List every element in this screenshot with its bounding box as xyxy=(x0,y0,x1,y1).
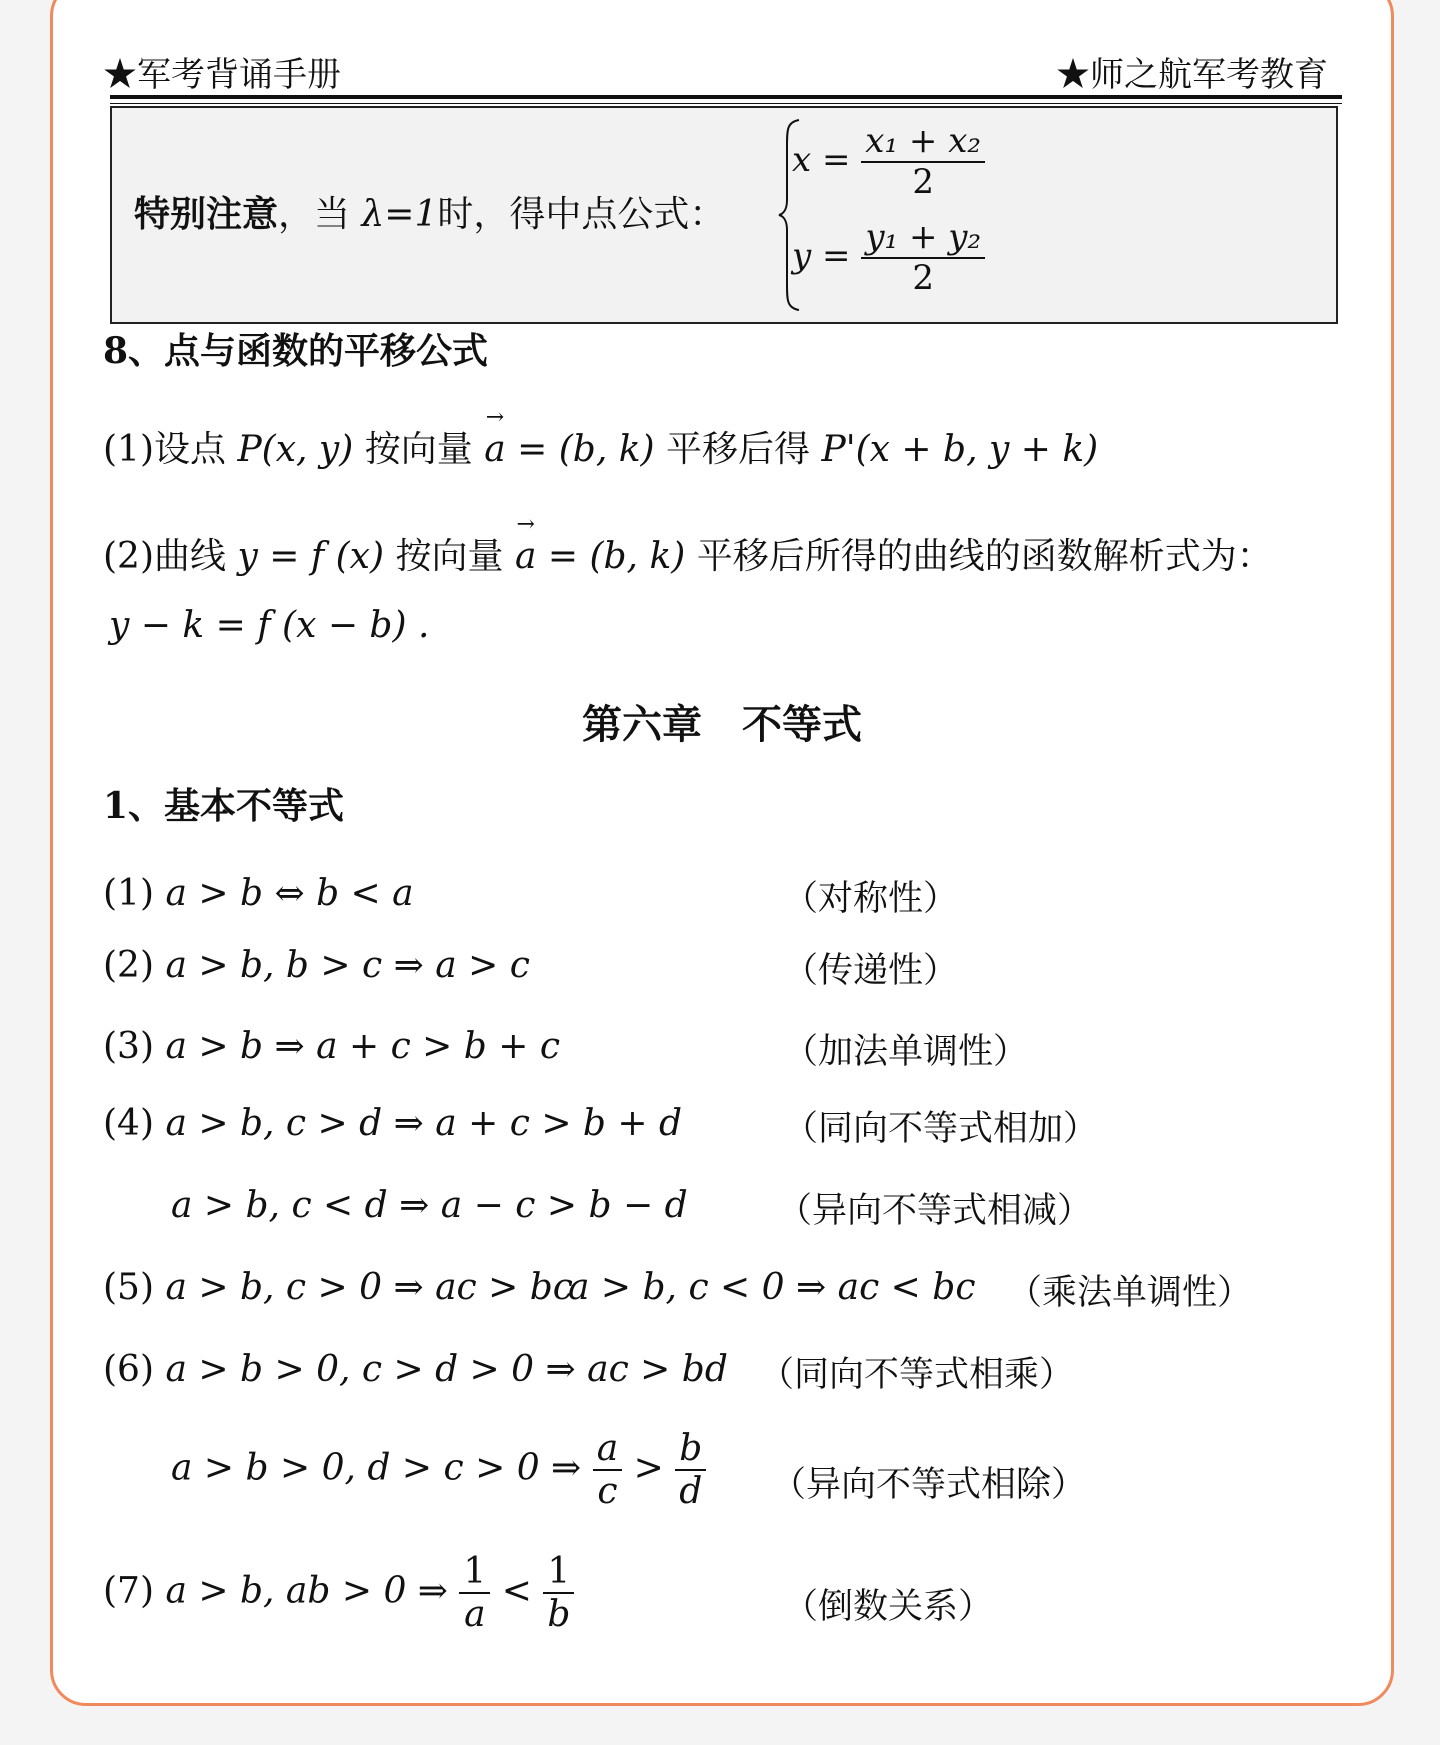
chapter-title: 第六章 不等式 xyxy=(582,701,862,748)
note-bold-prefix: 特别注意 xyxy=(134,193,279,235)
frac-num: a xyxy=(593,1428,622,1471)
row-label-6b: （异向不等式相除） xyxy=(771,1465,1087,1505)
row-formula: a > b > 0, c > d > 0 ⇒ ac > bd xyxy=(165,1349,728,1390)
row-formula: a > b > 0, d > c > 0 ⇒ xyxy=(171,1447,582,1489)
note-text xyxy=(134,186,725,237)
midpoint-x xyxy=(792,122,985,202)
item2-curve: y = f (x) xyxy=(237,536,385,577)
row-label-7: （倒数关系） xyxy=(783,1587,994,1627)
row-label-6: （同向不等式相乘） xyxy=(759,1355,1075,1395)
midpoint-y-den: 2 xyxy=(912,258,935,299)
item1-by-vector: 按向量 xyxy=(364,429,473,470)
frac-num: b xyxy=(675,1428,706,1471)
midpoint-y-num: y₁ + y₂ xyxy=(861,218,985,259)
header-rule-thin xyxy=(110,103,1342,104)
row-formula: a > b, c > d ⇒ a + c > b + d xyxy=(165,1103,683,1144)
header-right: ★师之航军考教育 xyxy=(1056,55,1328,95)
frac-den: b xyxy=(547,1594,571,1636)
frac-den: a xyxy=(464,1594,486,1636)
row-number: (5) xyxy=(103,1267,154,1308)
inequality-row-1 xyxy=(103,873,414,914)
header-left: ★军考背诵手册 xyxy=(103,55,341,95)
item1-point: P(x, y) xyxy=(237,429,354,470)
midpoint-x-frac xyxy=(861,122,985,202)
midpoint-y-frac xyxy=(861,218,985,298)
header-rule-thick xyxy=(110,95,1342,99)
row-formula-2: a > b, c < 0 ⇒ ac < bc xyxy=(568,1267,976,1308)
frac-den: d xyxy=(679,1471,703,1513)
note-text-1: ，当 xyxy=(278,194,351,235)
section8-item1 xyxy=(103,421,1098,472)
frac-b-over-d xyxy=(675,1428,706,1513)
inequality-row-2 xyxy=(103,945,530,986)
note-box xyxy=(110,106,1338,324)
row-number: (1) xyxy=(103,873,154,914)
row-formula: a > b, b > c ⇒ a > c xyxy=(165,945,530,986)
row-relation: > xyxy=(633,1447,664,1489)
item1-result-point: P'(x + b, y + k) xyxy=(821,429,1099,470)
frac-den: c xyxy=(597,1471,618,1513)
section8-item2 xyxy=(103,528,1273,579)
row-formula: a > b ⇔ b < a xyxy=(165,873,414,914)
item2-formula xyxy=(109,605,429,646)
note-lambda: λ=1 xyxy=(361,194,438,235)
midpoint-x-den: 2 xyxy=(912,162,934,203)
midpoint-y xyxy=(792,218,985,298)
frac-a-over-c xyxy=(593,1428,622,1513)
inequality-row-3 xyxy=(103,1026,560,1067)
row-label-3: （加法单调性） xyxy=(783,1032,1029,1072)
row-number: (7) xyxy=(103,1570,154,1612)
row-number: (6) xyxy=(103,1349,154,1390)
inequality-row-5 xyxy=(103,1267,573,1308)
inequality-row-4 xyxy=(103,1103,682,1144)
row-label-2: （传递性） xyxy=(783,951,959,991)
section8-title: 8、点与函数的平移公式 xyxy=(103,330,489,372)
document-page xyxy=(50,0,1394,1706)
midpoint-x-num: x₁ + x₂ xyxy=(861,122,985,163)
row-number: (2) xyxy=(103,945,154,986)
row-label-4b: （异向不等式相减） xyxy=(777,1191,1093,1231)
item2-vector-a: → a xyxy=(515,536,536,577)
item1-vector-a: → a xyxy=(484,429,505,470)
item1-prefix: (1)设点 xyxy=(103,429,226,470)
inequality-row-4b xyxy=(171,1185,688,1226)
item2-prefix: (2)曲线 xyxy=(103,536,226,577)
item2-formula-text: y − k = f (x − b) . xyxy=(109,605,430,646)
row-formula: a > b, ab > 0 ⇒ xyxy=(165,1570,448,1612)
item2-result-text: 平移后所得的曲线的函数解析式为： xyxy=(696,536,1273,577)
item1-vector-value: = (b, k) xyxy=(517,429,655,470)
inequality-row-6b xyxy=(171,1428,706,1513)
inequality-row-6 xyxy=(103,1349,728,1390)
row-number: (3) xyxy=(103,1026,154,1067)
row-label-4: （同向不等式相加） xyxy=(783,1109,1099,1149)
section1-title: 1、基本不等式 xyxy=(103,785,345,827)
item2-by-vector: 按向量 xyxy=(395,536,504,577)
frac-1-over-a xyxy=(459,1551,490,1636)
item1-after-shift: 平移后得 xyxy=(666,429,811,470)
item2-vector-value: = (b, k) xyxy=(547,536,686,577)
row-formula: a > b, c < d ⇒ a − c > b − d xyxy=(171,1185,688,1226)
row-label-1: （对称性） xyxy=(783,879,959,919)
frac-num: 1 xyxy=(543,1551,574,1594)
note-text-2: 时，得中点公式： xyxy=(437,194,726,235)
midpoint-y-lhs: y = xyxy=(792,236,851,277)
row-formula: a > b, c > 0 ⇒ ac > bc xyxy=(165,1267,573,1308)
inequality-row-7 xyxy=(103,1551,574,1636)
frac-num: 1 xyxy=(459,1551,490,1594)
row-formula: a > b ⇒ a + c > b + c xyxy=(165,1026,561,1067)
row-label-5: （乘法单调性） xyxy=(1007,1273,1253,1313)
frac-1-over-b xyxy=(543,1551,574,1636)
row-number: (4) xyxy=(103,1103,154,1144)
midpoint-x-lhs: x = xyxy=(792,140,851,181)
row-relation: < xyxy=(501,1570,532,1612)
inequality-row-5b xyxy=(568,1267,976,1308)
